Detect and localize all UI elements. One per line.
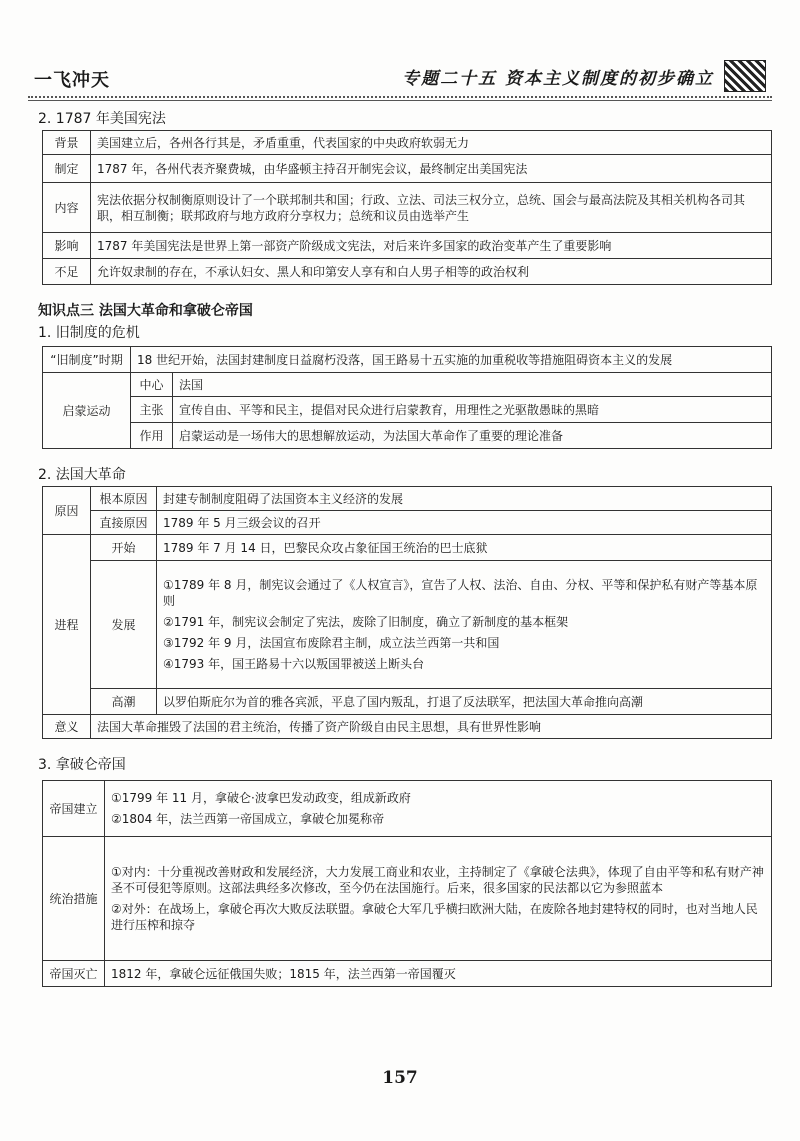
french-revolution-table [42, 486, 772, 739]
table-row [43, 397, 772, 423]
row-label: 帝国建立 [43, 781, 105, 837]
header-divider-line [28, 100, 772, 101]
list-item: ①1789 年 8 月，制宪议会通过了《人权宣言》，宣告了人权、法治、自由、分权、平等和保护私有财产等基本原则 [163, 578, 758, 608]
table-row [43, 689, 772, 715]
table-row [43, 535, 772, 561]
row-label: 启蒙运动 [43, 373, 131, 449]
row-text: 允许奴隶制的存在，不承认妇女、黑人和印第安人享有和白人男子相等的政治权利 [91, 259, 772, 285]
list-item: ①对内：十分重视改善财政和发展经济，大力发展工商业和农业，主持制定了《拿破仑法典》，体现了自由平等和私有财产神圣不可侵犯等原则。这部法典经多次修改，至今仍在法国施行。后来，很多国家的民法都以它为参照蓝本 [111, 865, 764, 895]
list-item: ③1792 年 9 月，法国宣布废除君主制，成立法兰西第一共和国 [163, 636, 500, 650]
sub-label: 主张 [131, 397, 173, 423]
row-label: 统治措施 [43, 837, 105, 961]
row-label: 影响 [43, 233, 91, 259]
page-header [28, 54, 772, 94]
rule-measures-list [105, 837, 772, 961]
knowledge-point-heading: 知识点三 法国大革命和拿破仑帝国 [38, 303, 253, 319]
section-title-napoleon-empire: 3. 拿破仑帝国 [38, 757, 126, 773]
sub-label: 作用 [131, 423, 173, 449]
table-row [43, 131, 772, 155]
row-label: 背景 [43, 131, 91, 155]
table-row [43, 961, 772, 987]
row-text: 1787 年，各州代表齐聚费城，由华盛顿主持召开制宪会议，最终制定出美国宪法 [91, 155, 772, 183]
table-row [43, 511, 772, 535]
row-label: 进程 [43, 535, 91, 715]
row-text: 法国大革命摧毁了法国的君主统治，传播了资产阶级自由民主思想，具有世界性影响 [91, 715, 772, 739]
sub-label: 开始 [91, 535, 157, 561]
sub-label: 根本原因 [91, 487, 157, 511]
development-list [157, 561, 772, 689]
us-constitution-table [42, 130, 772, 285]
row-label: 内容 [43, 183, 91, 233]
table-row [43, 259, 772, 285]
table-row [43, 837, 772, 961]
list-item: ②1791 年，制宪议会制定了宪法，废除了旧制度，确立了新制度的基本框架 [163, 615, 569, 629]
row-text: 宪法依据分权制衡原则设计了一个联邦制共和国；行政、立法、司法三权分立，总统、国会与最高法院及其相关机构各司其职，相互制衡；联邦政府与地方政府分享权力；总统和议员由选举产生 [91, 183, 772, 233]
sub-label: 发展 [91, 561, 157, 689]
section-title-french-revolution: 2. 法国大革命 [38, 467, 126, 483]
row-text: 启蒙运动是一场伟大的思想解放运动，为法国大革命作了重要的理论准备 [173, 423, 772, 449]
establishment-list [105, 781, 772, 837]
row-text: 1812 年，拿破仑远征俄国失败；1815 年，法兰西第一帝国覆灭 [105, 961, 772, 987]
chapter-title: 专题二十五 资本主义制度的初步确立 [402, 69, 714, 89]
section-title-us-constitution: 2. 1787 年美国宪法 [38, 111, 166, 127]
sub-label: 高潮 [91, 689, 157, 715]
row-label: 不足 [43, 259, 91, 285]
list-item: ④1793 年，国王路易十六以叛国罪被送上断头台 [163, 657, 425, 671]
row-label: 制定 [43, 155, 91, 183]
table-row [43, 715, 772, 739]
table-row [43, 781, 772, 837]
row-text: 1789 年 5 月三级会议的召开 [157, 511, 772, 535]
napoleon-empire-table [42, 780, 772, 987]
table-row [43, 347, 772, 373]
table-row [43, 233, 772, 259]
section-title-old-regime: 1. 旧制度的危机 [38, 325, 140, 341]
table-row [43, 561, 772, 689]
sub-label: 直接原因 [91, 511, 157, 535]
row-text: 封建专制制度阻碍了法国资本主义经济的发展 [157, 487, 772, 511]
row-label: 原因 [43, 487, 91, 535]
sub-label: 中心 [131, 373, 173, 397]
row-label: “旧制度”时期 [43, 347, 131, 373]
row-text: 18 世纪开始，法国封建制度日益腐朽没落，国王路易十五实施的加重税收等措施阻碍资本主义的发展 [131, 347, 772, 373]
row-text: 美国建立后，各州各行其是，矛盾重重，代表国家的中央政府软弱无力 [91, 131, 772, 155]
table-row [43, 423, 772, 449]
row-text: 1787 年美国宪法是世界上第一部资产阶级成文宪法，对后来许多国家的政治变革产生了重要影响 [91, 233, 772, 259]
brand-logo-text: 一飞冲天 [34, 70, 110, 91]
old-regime-table [42, 346, 772, 449]
row-text: 1789 年 7 月 14 日，巴黎民众攻占象征国王统治的巴士底狱 [157, 535, 772, 561]
row-text: 以罗伯斯庇尔为首的雅各宾派，平息了国内叛乱，打退了反法联军，把法国大革命推向高潮 [157, 689, 772, 715]
table-row [43, 155, 772, 183]
row-label: 意义 [43, 715, 91, 739]
row-text: 法国 [173, 373, 772, 397]
list-item: ①1799 年 11 月，拿破仑·波拿巴发动政变，组成新政府 [111, 791, 411, 805]
checker-icon [724, 60, 766, 92]
page-number: 157 [382, 1068, 418, 1088]
table-row [43, 373, 772, 397]
row-text: 宣传自由、平等和民主，提倡对民众进行启蒙教育，用理性之光驱散愚昧的黑暗 [173, 397, 772, 423]
table-row [43, 487, 772, 511]
header-divider [28, 96, 772, 98]
list-item: ②1804 年，法兰西第一帝国成立，拿破仑加冕称帝 [111, 812, 385, 826]
table-row [43, 183, 772, 233]
row-label: 帝国灭亡 [43, 961, 105, 987]
list-item: ②对外：在战场上，拿破仑再次大败反法联盟。拿破仑大军几乎横扫欧洲大陆，在废除各地封建特权的同时，也对当地人民进行压榨和掠夺 [111, 902, 758, 932]
